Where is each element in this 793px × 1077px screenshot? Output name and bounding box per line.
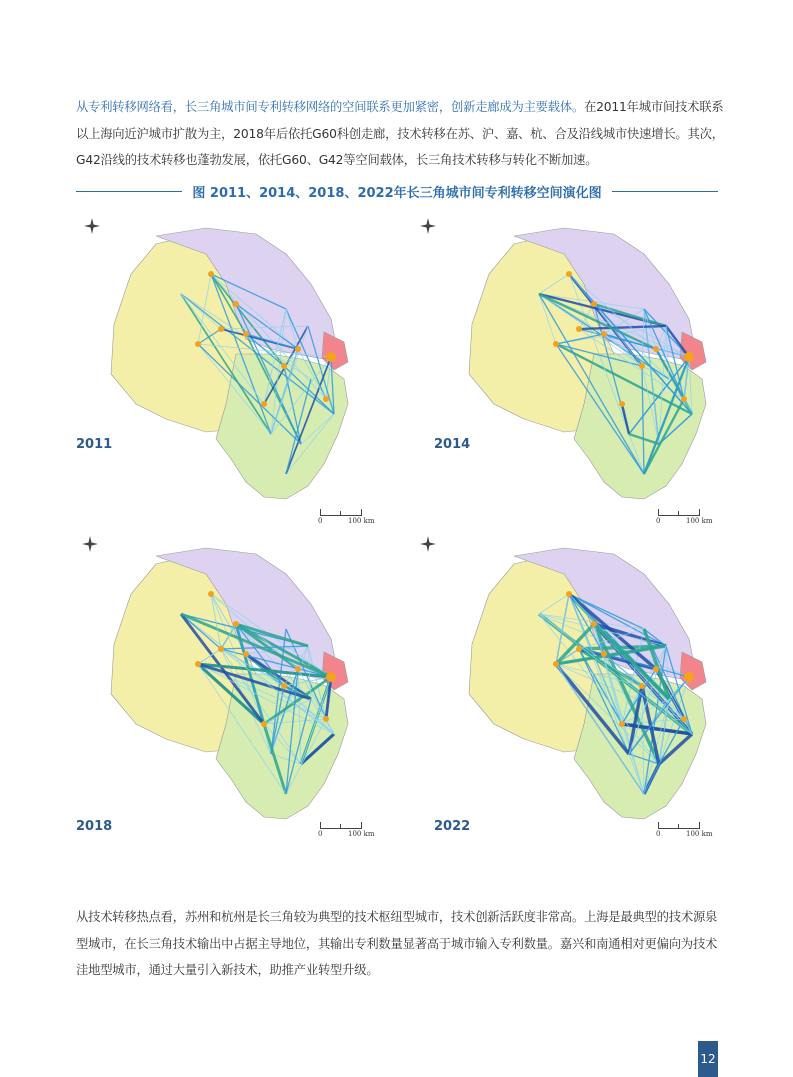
city-node [323, 716, 329, 722]
title-rule-left [76, 191, 182, 192]
scale-zero-label: 0 [318, 517, 323, 525]
map-2018 [76, 530, 426, 850]
map-2011 [76, 210, 426, 530]
map-panel-2011 [76, 210, 426, 530]
city-node [281, 363, 287, 369]
region-shanghai [322, 652, 348, 690]
city-node [591, 301, 597, 307]
page-number: 12 [698, 1041, 718, 1077]
scale-bar [318, 822, 378, 844]
year-label-2018: 2018 [76, 819, 113, 834]
city-node [684, 672, 694, 682]
city-node [261, 401, 267, 407]
scale-bar [656, 509, 716, 531]
map-layers [111, 548, 348, 819]
intro-paragraph [76, 94, 726, 174]
city-node [601, 651, 607, 657]
city-node [243, 651, 249, 657]
city-node [326, 672, 336, 682]
scale-distance-label: 100 km [348, 517, 375, 525]
city-node [218, 646, 224, 652]
map-layers [469, 228, 706, 499]
map-panel-2022 [434, 530, 784, 850]
figure-title: 图 2011、2014、2018、2022年长三角城市间专利转移空间演化图 [192, 185, 602, 201]
scale-bar [656, 822, 716, 844]
outro-paragraph: 从技术转移热点看，苏州和杭州是长三角较为典型的技术枢纽型城市，技术创新活跃度非常高。上海是最典型的技术源泉型城市，在长三角技术输出中占据主导地位，其输出专利数量显著高于城市输入专利数量。嘉兴和南通相对更偏向为技术洼地型城市，通过大量引入新技术，助推产业转型升级。 [76, 910, 718, 977]
map-2014 [434, 210, 784, 530]
year-label-2014: 2014 [434, 437, 471, 452]
city-node [566, 591, 572, 597]
city-node [601, 331, 607, 337]
city-node [295, 666, 301, 672]
city-node [653, 666, 659, 672]
city-node [208, 271, 214, 277]
scale-distance-label: 100 km [348, 830, 375, 838]
city-node [566, 271, 572, 277]
city-node [681, 396, 687, 402]
map-panel-2018 [76, 530, 426, 850]
figure-title-row [76, 181, 718, 201]
map-panel-2014 [434, 210, 784, 530]
north-arrow-icon [82, 536, 98, 552]
map-layers [469, 548, 706, 819]
city-node [195, 341, 201, 347]
city-node [323, 396, 329, 402]
scale-distance-label: 100 km [686, 517, 713, 525]
city-node [576, 326, 582, 332]
region-shanghai [322, 332, 348, 370]
city-node [195, 661, 201, 667]
year-label-2022: 2022 [434, 819, 471, 834]
city-node [591, 621, 597, 627]
scale-zero-label: 0 [318, 830, 323, 838]
city-node [684, 352, 694, 362]
city-node [553, 661, 559, 667]
city-node [261, 721, 267, 727]
north-arrow-icon [84, 218, 100, 234]
city-node [639, 683, 645, 689]
region-zhejiang [216, 354, 348, 499]
city-node [233, 621, 239, 627]
map-layers [111, 228, 348, 499]
city-node [295, 346, 301, 352]
city-node [233, 301, 239, 307]
city-node [553, 341, 559, 347]
title-rule-right [612, 191, 718, 192]
city-node [639, 363, 645, 369]
intro-body-text: 在2011年城市间技术联系以上海向近沪城市扩散为主，2018年后依托G60科创走廊，技术转移在苏、沪、嘉、杭、合及沿线城市快速增长。其次，G42沿线的技术转移也蓬勃发展，依托G60、G42等空间载体，长三角技术转移与转化不断加速。 [76, 100, 724, 167]
year-label-2011: 2011 [76, 437, 113, 452]
north-arrow-icon [420, 218, 436, 234]
north-arrow-icon [420, 536, 436, 552]
city-node [326, 352, 336, 362]
city-node [243, 331, 249, 337]
city-node [576, 646, 582, 652]
scale-zero-label: 0 [656, 517, 661, 525]
map-2022 [434, 530, 784, 850]
scale-distance-label: 100 km [686, 830, 713, 838]
city-node [681, 716, 687, 722]
city-node [208, 591, 214, 597]
city-node [653, 346, 659, 352]
city-node [619, 401, 625, 407]
intro-lead-sentence: 从专利转移网络看，长三角城市间专利转移网络的空间联系更加紧密，创新走廊成为主要载体。 [76, 100, 585, 114]
city-node [281, 683, 287, 689]
scale-bar [318, 509, 378, 531]
city-node [619, 721, 625, 727]
scale-zero-label: 0 [656, 830, 661, 838]
city-node [218, 326, 224, 332]
